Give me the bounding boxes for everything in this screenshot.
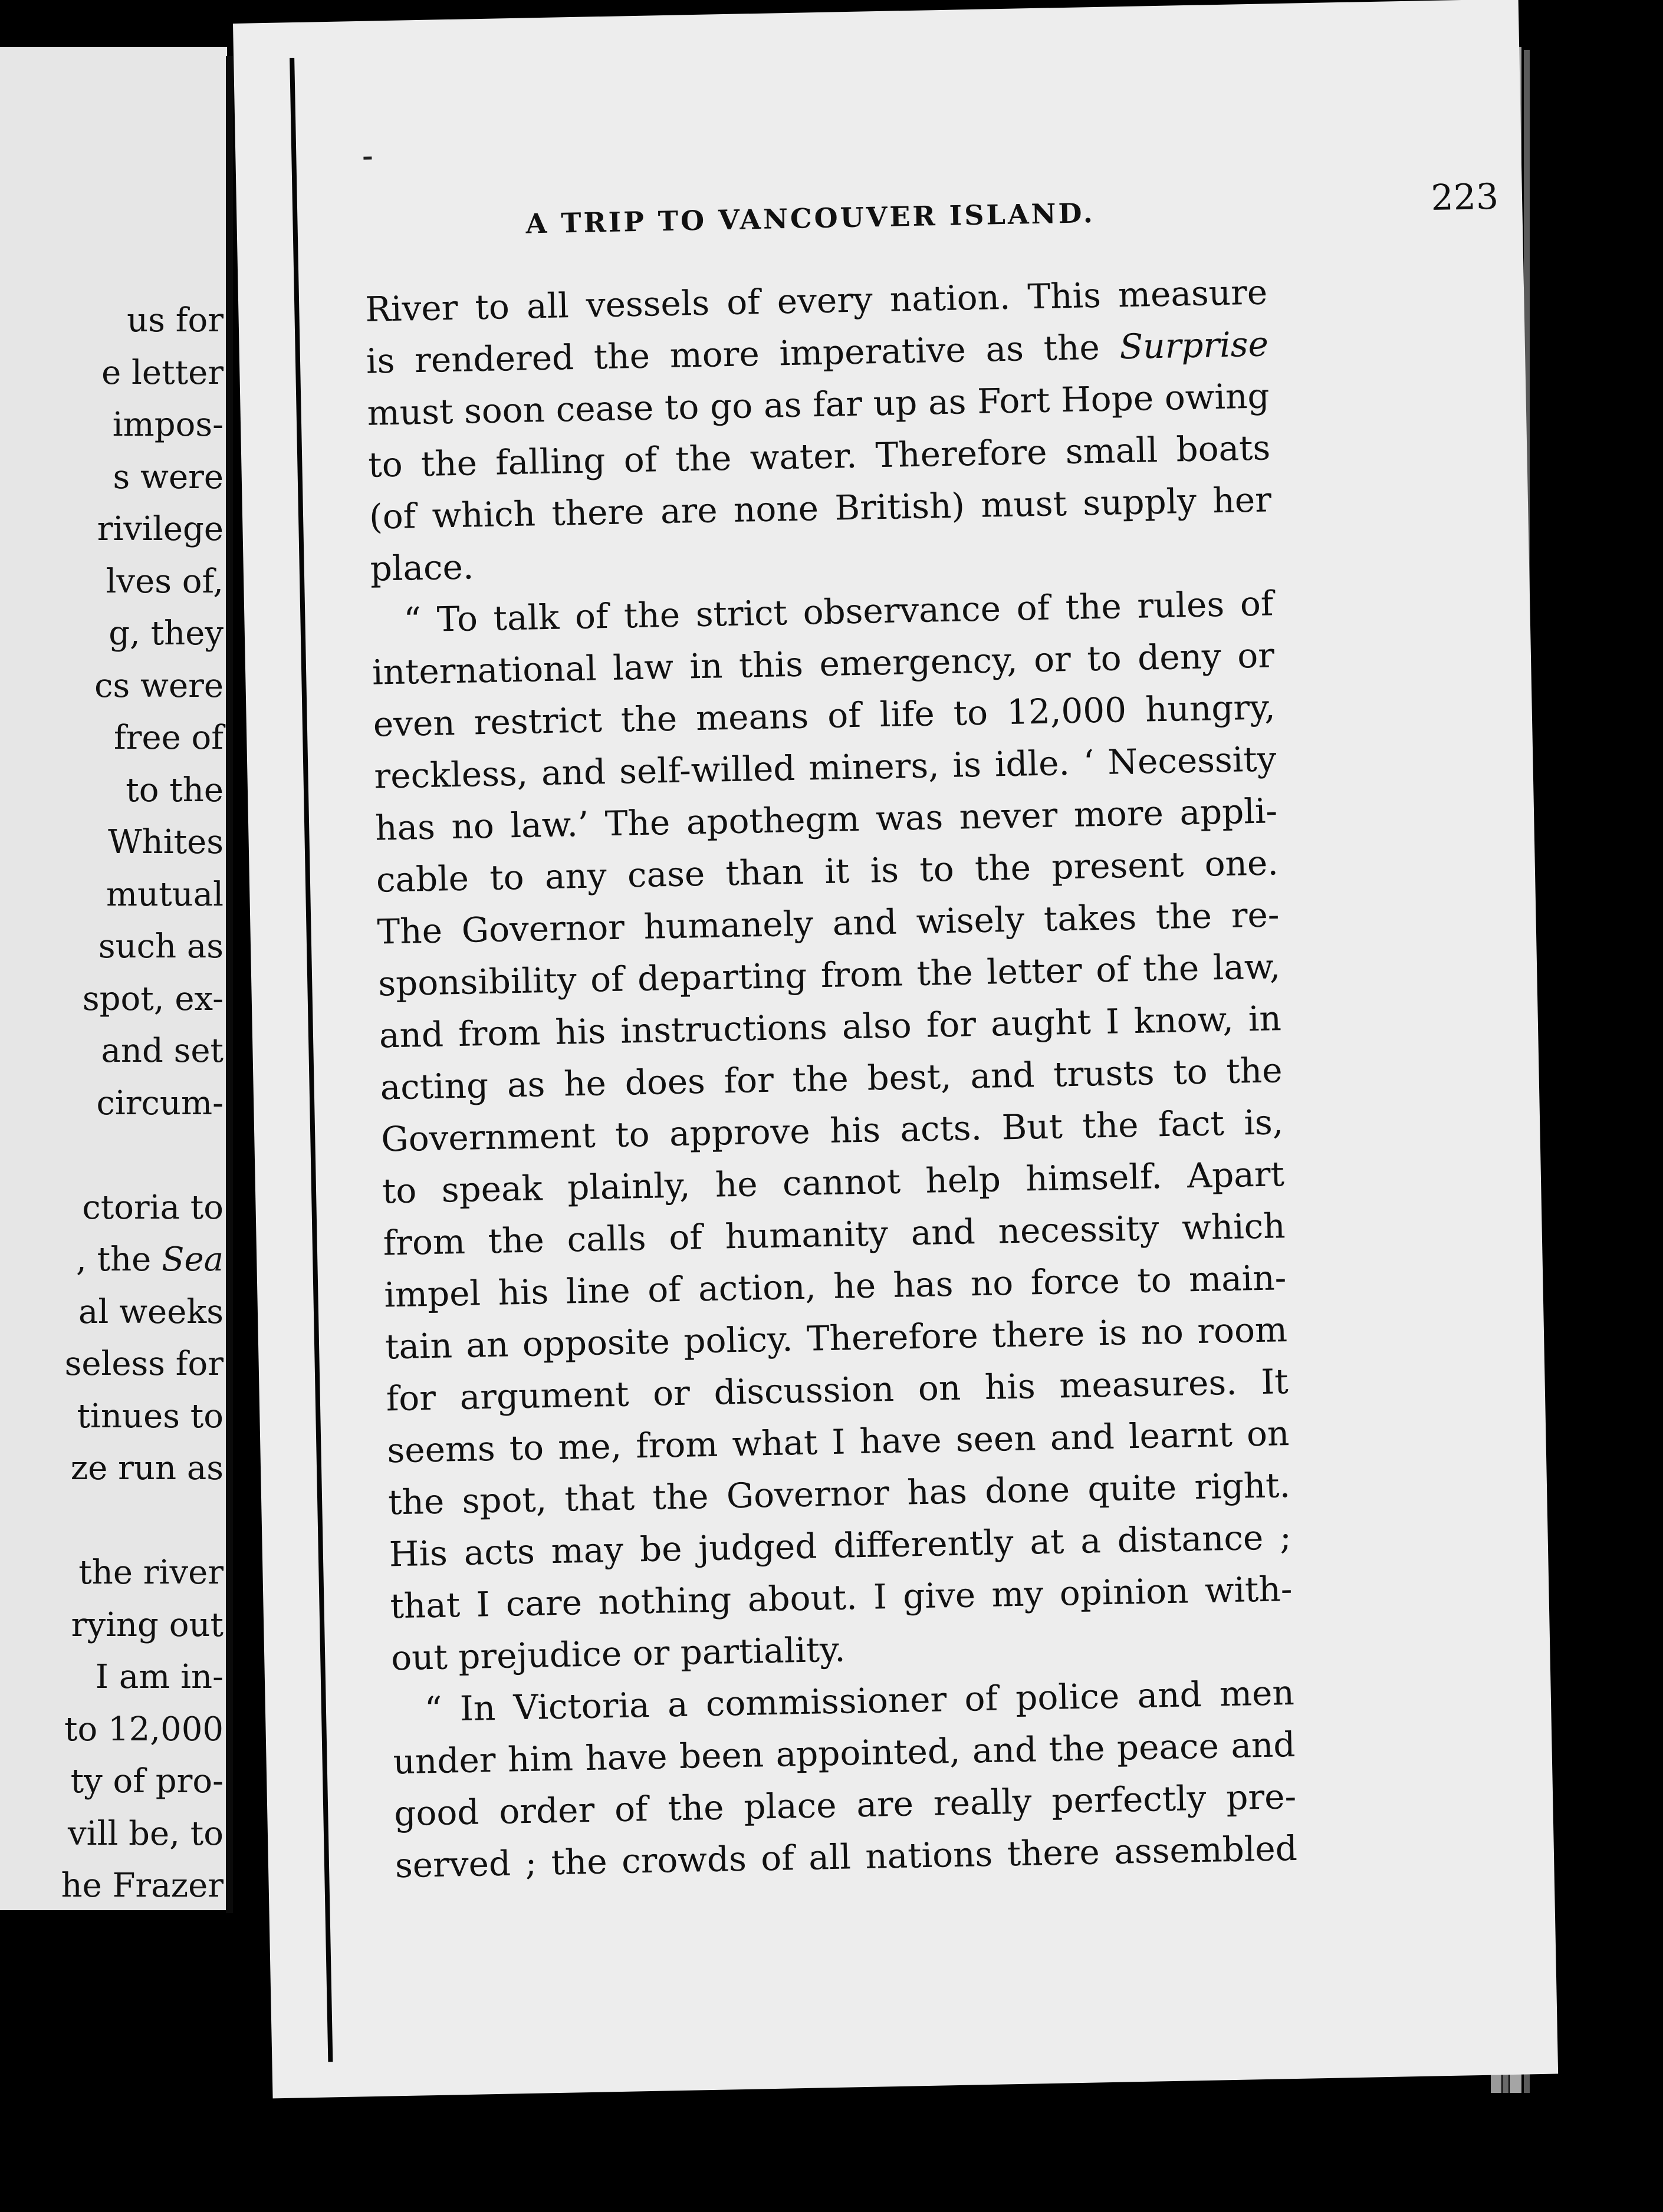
text-line: seems to me, from what I have seen and learnt on	[386, 1413, 1290, 1471]
text-line: to the falling of the water. Therefore small boats	[367, 427, 1271, 485]
page-border-rule	[290, 58, 333, 2062]
text-line: sponsibility of departing from the letter of the law,	[377, 946, 1281, 1004]
left-line: s were	[113, 457, 224, 496]
text-line: “ To talk of the strict observance of the rules of	[403, 583, 1274, 640]
left-line: g, they	[109, 614, 224, 653]
text-line: out prejudice or partiality.	[390, 1629, 846, 1678]
left-line: vill be, to	[68, 1814, 224, 1853]
text-line: Government to approve his acts. But the fact is,	[380, 1102, 1284, 1160]
left-line: to 12,000	[64, 1710, 224, 1749]
left-line: Whites	[108, 823, 224, 861]
text-line: impel his line of action, he has no force to main-	[383, 1258, 1287, 1315]
left-line: to the	[126, 771, 224, 809]
text-line: (of which there are none British) must supply her	[369, 479, 1272, 537]
left-line: ctoria to	[82, 1188, 224, 1227]
left-line: cs were	[94, 666, 224, 705]
running-head-title: A TRIP TO VANCOUVER ISLAND.	[525, 197, 1096, 240]
text-line: for argument or discussion on his measures. It	[386, 1361, 1289, 1419]
text-line: His acts may be judged differently at a distance ;	[389, 1517, 1292, 1575]
previous-page-text	[0, 295, 224, 1910]
left-line: tinues to	[77, 1397, 224, 1436]
left-line: rivilege	[97, 510, 224, 548]
text-line: that I care nothing about. I give my opinion with-	[389, 1569, 1293, 1627]
text-line: under him have been appointed, and the peace and	[392, 1724, 1296, 1782]
left-line: us for	[127, 301, 224, 340]
italic-title: Surprise	[1119, 324, 1269, 367]
text-line: The Governor humanely and wisely takes the re-	[376, 894, 1280, 952]
left-line: the river	[78, 1553, 224, 1592]
left-line: he Frazer	[61, 1867, 224, 1905]
book-gutter	[226, 56, 233, 1913]
left-line: ty of pro-	[70, 1762, 224, 1800]
text-line: place.	[370, 547, 474, 589]
left-line	[0, 1495, 224, 1548]
current-page	[233, 0, 1558, 2098]
left-line: , the Sea	[75, 1240, 224, 1279]
print-mark	[363, 157, 372, 160]
text-line: international law in this emergency, or to deny or	[372, 635, 1275, 693]
left-line: spot, ex-	[82, 979, 224, 1018]
left-line: seless for	[64, 1345, 224, 1383]
left-line: lves of,	[106, 562, 224, 601]
text-line: has no law.’ The apothegm was never more appli-	[374, 791, 1278, 848]
left-line: and set	[101, 1032, 224, 1070]
left-line: such as	[98, 927, 224, 966]
text-line: to speak plainly, he cannot help himself. Apart	[382, 1154, 1285, 1212]
text-line: “ In Victoria a commissioner of police and men	[424, 1672, 1295, 1730]
previous-page	[0, 47, 227, 1910]
left-line: circum-	[96, 1084, 224, 1123]
text-line: served ; the crowds of all nations there assembled	[395, 1828, 1298, 1886]
left-line: rying out	[71, 1605, 224, 1644]
left-line: al weeks	[78, 1292, 224, 1331]
left-line: ze run as	[70, 1449, 224, 1487]
text-line: is rendered the more imperative as the Surprise	[366, 324, 1269, 381]
text-line: good order of the place are really perfectly pre-	[393, 1776, 1297, 1834]
left-line: e letter	[101, 353, 224, 392]
text-line: even restrict the means of life to 12,000 hungry,	[373, 687, 1276, 745]
text-line: River to all vessels of every nation. This measure	[364, 272, 1268, 330]
text-line: cable to any case than it is to the present one.	[376, 842, 1279, 900]
text-line: acting as he does for the best, and trusts to the	[380, 1050, 1283, 1108]
text-line: from the calls of humanity and necessity which	[383, 1206, 1286, 1263]
running-head	[525, 176, 1499, 248]
page-body-text	[365, 266, 1298, 1891]
page-number: 223	[1430, 176, 1499, 219]
left-line: I am in-	[95, 1658, 224, 1696]
text-line: must soon cease to go as far up as Fort Hope owing	[367, 376, 1270, 433]
italic-title: Sea	[162, 1240, 224, 1279]
text-line: the spot, that the Governor has done quite right.	[387, 1465, 1291, 1523]
left-line: free of	[113, 719, 224, 757]
left-line: mutual	[106, 875, 224, 914]
text-line: and from his instructions also for aught I know, in	[379, 998, 1282, 1056]
text-line: tain an opposite policy. Therefore there is no room	[384, 1309, 1288, 1367]
left-line: impos-	[112, 406, 224, 444]
text-line: reckless, and self-willed miners, is idle. ‘ Necessity	[373, 739, 1277, 796]
left-line	[0, 1130, 224, 1182]
